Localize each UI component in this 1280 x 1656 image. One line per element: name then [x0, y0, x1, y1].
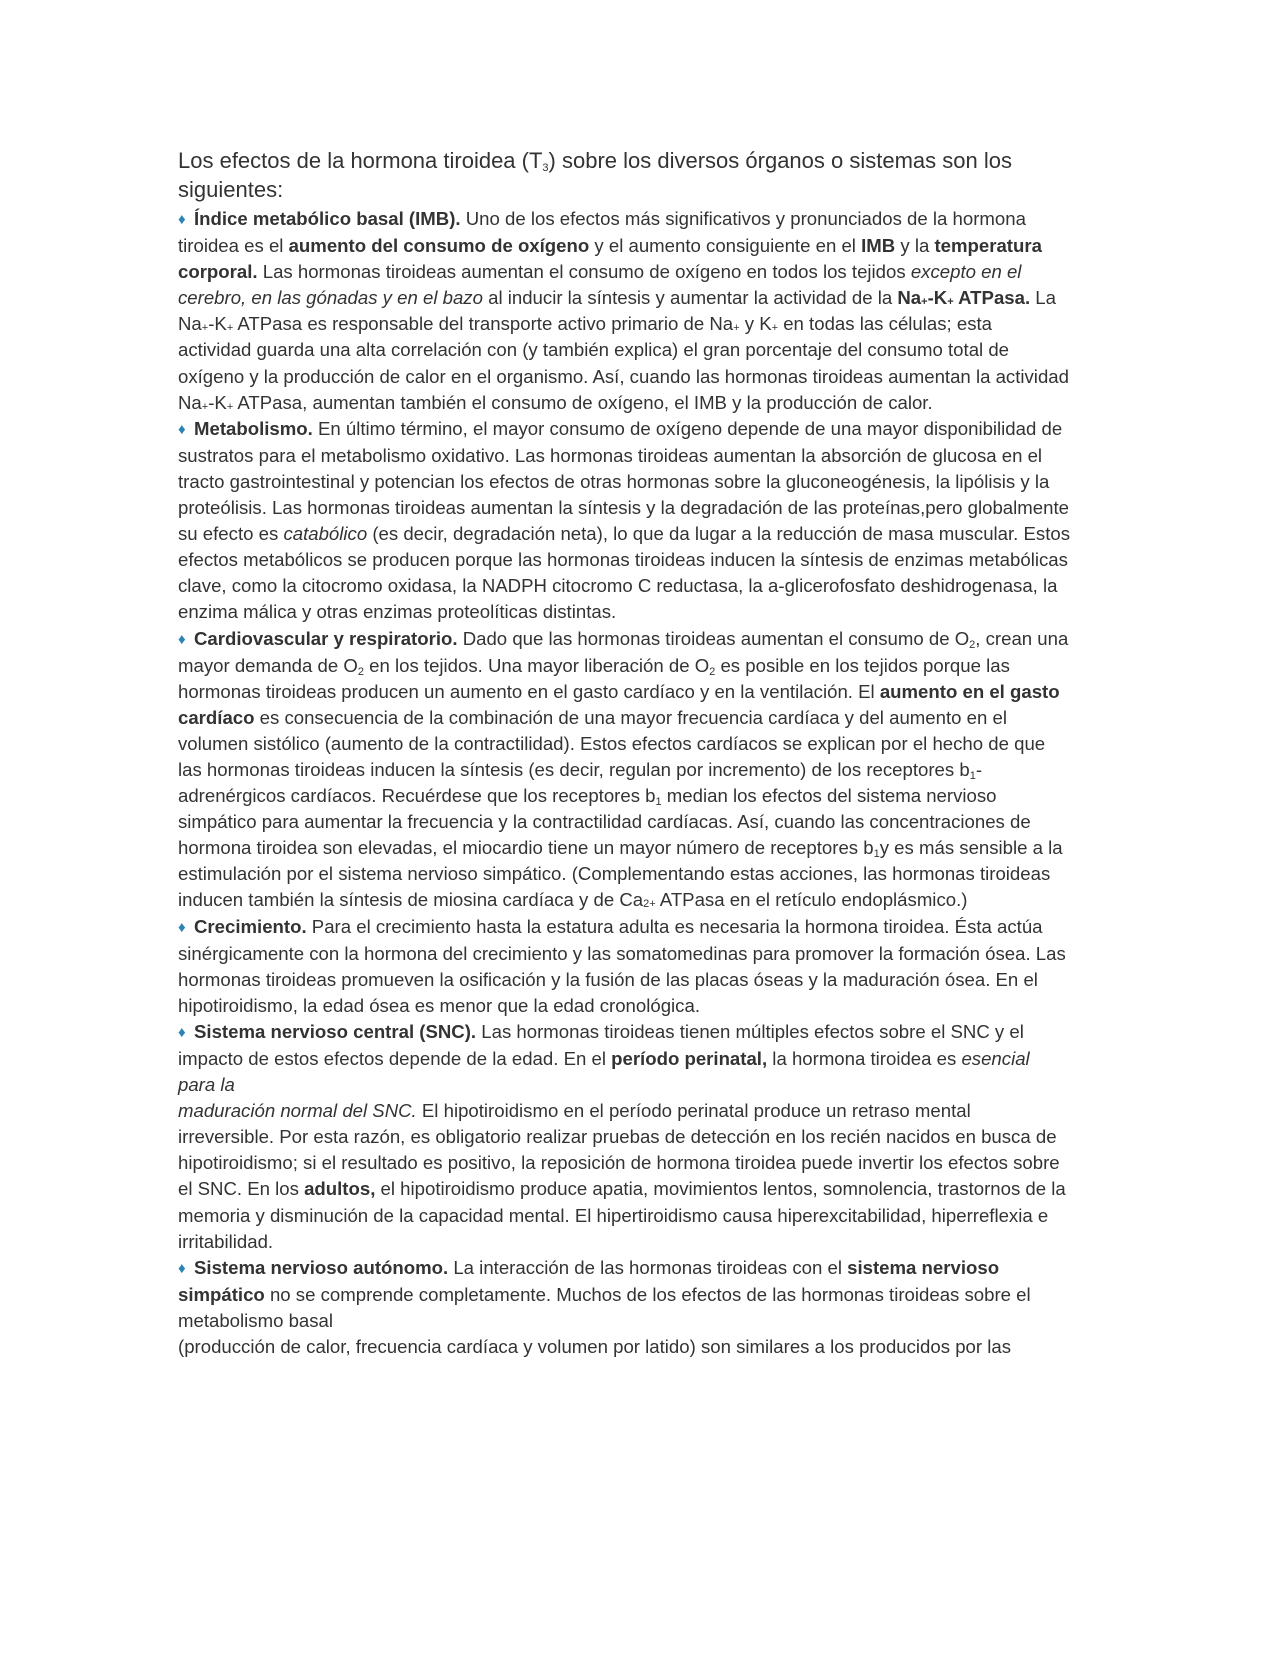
superscript: + [201, 400, 209, 413]
subscript: 2 [709, 665, 716, 678]
body-text: Las hormonas tiroideas tienen múltiples efectos sobre el SNC y el impacto de estos efectos depende de la edad. En el [178, 1020, 1024, 1069]
body-text: Las hormonas tiroideas aumentan el consumo de oxígeno en todos los tejidos [257, 261, 911, 283]
body-text: En último término, el mayor consumo de oxígeno depende de una mayor disponibilidad de sustratos para el metabolismo oxidativo. Las hormonas tiroideas aumentan la absorción de glucosa en el tracto gastrointestinal y potencian los efectos de otras hormonas sobre la gluconeogénesis, la lipólisis y la proteólisis. Las hormonas tiroideas aumentan la síntesis y la degradación de las proteínas,pero globalmente su efecto es [178, 417, 1069, 545]
superscript: + [771, 322, 779, 335]
diamond-bullet-icon: ♦ [178, 1259, 186, 1277]
body-text: El hipotiroidismo en el período perinatal produce un retraso mental irreversible. Por esta razón, es obligatorio realizar pruebas de detección en los recién nacidos en busca de hipotiroidismo; si el resultado es positivo, la reposición de hormona tiroidea puede invertir los efectos sobre el SNC. En los [178, 1100, 1060, 1200]
body-text: en todas las células; esta actividad guarda una alta correlación con (y también explica) el gran porcentaje del consumo total de oxígeno y la producción de calor en el organismo. Así, cuando las hormonas tiroideas aumentan la actividad Na [178, 313, 1069, 413]
subscript: 1 [873, 848, 880, 861]
section-title: Cardiovascular y respiratorio. [194, 627, 458, 649]
diamond-bullet-icon: ♦ [178, 211, 186, 228]
section-snc [178, 1019, 1070, 1255]
italic-text: excepto en el cerebro, en las gónadas y en el bazo [178, 261, 1022, 309]
body-text: no se comprende completamente. Muchos de los efectos de las hormonas tiroideas sobre el metabolismo basal [178, 1283, 1031, 1331]
subscript: 1 [969, 769, 976, 782]
body-text: y la [895, 235, 935, 257]
emphasis: período perinatal, [611, 1048, 768, 1069]
body-text: -K [927, 287, 948, 309]
section-title: Metabolismo. [194, 417, 313, 439]
body-text: ATPasa es responsable del transporte activo primario de Na [233, 313, 734, 335]
italic-text: catabólico [283, 523, 368, 545]
section-metabolismo [178, 416, 1070, 626]
superscript: + [201, 322, 209, 335]
body-text: y el aumento consiguiente en el [589, 235, 862, 257]
section-title: Crecimiento. [194, 915, 307, 937]
emphasis: aumento en el gasto cardíaco [178, 680, 1060, 728]
body-text: ATPasa en el retículo endoplásmico.) [655, 889, 968, 911]
body-text: -adrenérgicos cardíacos. Recuérdese que los receptores b [178, 758, 983, 807]
emphasis: adultos, [304, 1178, 376, 1200]
intro-paragraph [178, 146, 1070, 204]
superscript: + [947, 296, 954, 309]
emphasis: sistema nervioso simpático [178, 1256, 1000, 1305]
superscript: + [921, 296, 928, 309]
body-text: (producción de calor, frecuencia cardíaca y volumen por latido) son similares a los producidos por las [178, 1336, 1012, 1358]
emphasis: aumento del consumo de oxígeno [288, 235, 590, 257]
emphasis: IMB [861, 235, 896, 257]
body-text: el hipotiroidismo produce apatia, movimientos lentos, somnolencia, trastornos de la memoria y disminución de la capacidad mental. El hipertiroidismo causa hiperexcitabilidad, hiperreflexia e irritabilidad. [178, 1178, 1066, 1252]
body-text: es posible en los tejidos porque las hormonas tiroideas producen un aumento en el gasto cardíaco y en la ventilación. El [178, 654, 1010, 702]
body-text: -K [208, 391, 227, 413]
section-imb [178, 206, 1070, 416]
section-crecimiento [178, 914, 1070, 1019]
subscript: 2 [969, 638, 976, 651]
body-text: y es más sensible a la estimulación por el sistema nervioso simpático. (Complementando estas acciones, las hormonas tiroideas inducen también la síntesis de miosina cardíaca y de Ca [178, 837, 1063, 911]
body-text: la hormona tiroidea es [767, 1048, 962, 1069]
diamond-bullet-icon: ♦ [178, 420, 186, 438]
body-text: La interacción de las hormonas tiroideas con el [448, 1256, 848, 1278]
diamond-bullet-icon: ♦ [178, 630, 186, 648]
body-text: Uno de los efectos más significativos y pronunciados de la hormona tiroidea es el [178, 208, 1026, 257]
diamond-bullet-icon: ♦ [178, 1023, 186, 1041]
body-text: (es decir, degradación neta), lo que da lugar a la reducción de masa muscular. Estos efectos metabólicos se producen porque las hormonas tiroideas inducen la síntesis de enzimas metabólicas clave, como la citocromo oxidasa, la NADPH citocromo C reductasa, la a-glicerofosfato deshidrogenasa, la enzima málica y otras enzimas proteolíticas distintas. [178, 523, 1071, 623]
subscript: 3 [542, 162, 549, 174]
subscript: 1 [655, 796, 662, 809]
body-text: Dado que las hormonas tiroideas aumentan el consumo de O [457, 627, 970, 649]
emphasis: temperatura corporal. [178, 235, 1042, 283]
subscript: 2 [357, 665, 364, 678]
body-text: Na [897, 287, 922, 309]
body-text: es consecuencia de la combinación de una mayor frecuencia cardíaca y del aumento en el volumen sistólico (aumento de la contractilidad). Estos efectos cardíacos se explican por el hecho de que las hormonas tiroideas inducen la síntesis (es decir, regulan por incremento) de los receptores b [178, 706, 1046, 780]
body-text: al inducir la síntesis y aumentar la actividad de la [482, 287, 898, 309]
italic-text: maduración normal del SNC. [178, 1100, 417, 1122]
superscript: + [226, 400, 234, 413]
section-title: Sistema nervioso autónomo. [194, 1256, 449, 1278]
section-cardiovascular [178, 626, 1070, 914]
intro-text: ) sobre los diversos órganos o sistemas son los siguientes: [178, 148, 1012, 202]
diamond-bullet-icon: ♦ [178, 918, 186, 936]
section-title: Índice metabólico basal (IMB). [194, 208, 461, 229]
body-text: en los tejidos. Una mayor liberación de O [363, 654, 710, 676]
body-text: median los efectos del sistema nervioso simpático para aumentar la frecuencia y la contractilidad cardíacas. Así, cuando las concentraciones de hormona tiroidea son elevadas, el miocardio tiene un mayor número de receptores b [178, 785, 1031, 859]
body-text: Para el crecimiento hasta la estatura adulta es necesaria la hormona tiroidea. Ésta actúa sinérgicamente con la hormona del crecimiento y las somatomedinas para promover la formación ósea. Las hormonas tiroideas promueven la osificación y la fusión de las placas óseas y la maduración ósea. En el hipotiroidismo, la edad ósea es menor que la edad cronológica. [178, 915, 1066, 1016]
body-text: , crean una mayor demanda de O [178, 627, 1069, 676]
body-text: -K [208, 313, 227, 335]
section-title: Sistema nervioso central (SNC). [194, 1020, 477, 1042]
document-page [178, 146, 1070, 1360]
superscript: 2+ [643, 898, 656, 911]
superscript: + [733, 322, 740, 335]
section-sna [178, 1255, 1070, 1360]
body-text: La Na [178, 287, 1056, 335]
italic-text: esencial para la [178, 1048, 1030, 1096]
body-text: y K [739, 313, 772, 335]
body-text: ATPasa. [953, 287, 1031, 309]
intro-text: Los efectos de la hormona tiroidea (T [178, 148, 543, 173]
superscript: + [226, 322, 234, 335]
emphasis [897, 287, 1030, 308]
body-text: ATPasa, aumentan también el consumo de oxígeno, el IMB y la producción de calor. [233, 391, 933, 413]
